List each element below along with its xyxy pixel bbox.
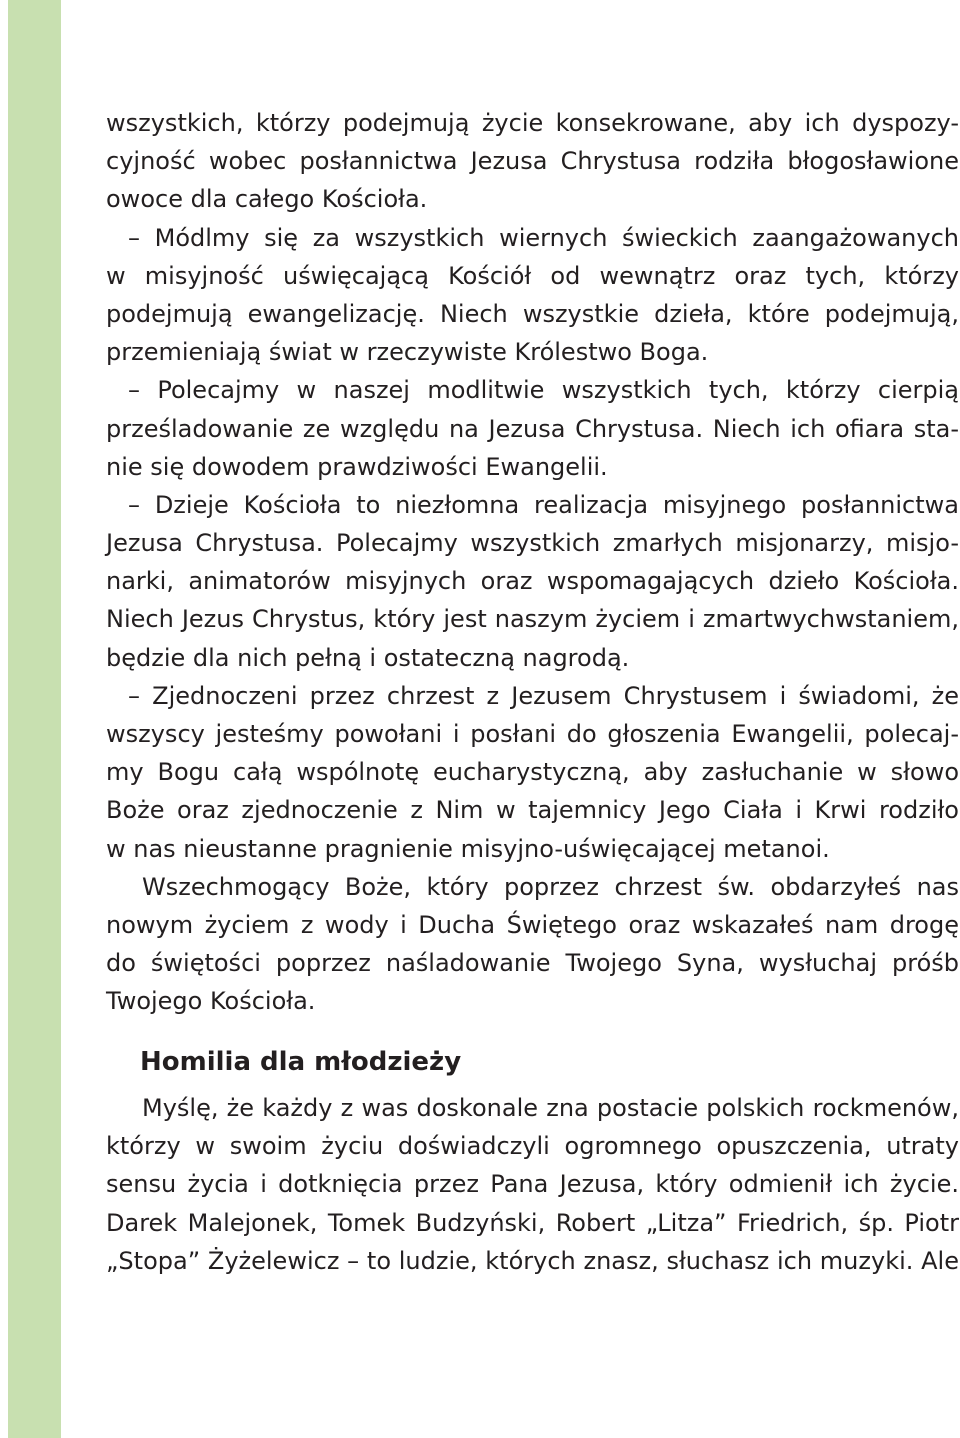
margin-color-bar [8, 0, 61, 1438]
text-line: – Dzieje Kościoła to niezłomna realizacja misyjnego posłannictwa [128, 490, 959, 519]
text-line: w nas nieustanne pragnienie misyjno-uświęcającej metanoi. [106, 834, 830, 863]
text-line: prześladowanie ze względu na Jezusa Chrystusa. Niech ich ofiara sta- [106, 414, 959, 443]
text-line: Jezusa Chrystusa. Polecajmy wszystkich zmarłych misjonarzy, misjo- [106, 529, 959, 558]
text-line: nie się dowodem prawdziwości Ewangelii. [106, 452, 608, 481]
text-line: – Polecajmy w naszej modlitwie wszystkich tych, którzy cierpią [128, 376, 959, 405]
text-line: wszystkich, którzy podejmują życie konsekrowane, aby ich dyspozy- [106, 109, 959, 137]
text-line: nowym życiem z wody i Ducha Świętego oraz wskazałeś nam drogę [106, 910, 959, 939]
text-line: wszyscy jesteśmy powołani i posłani do głoszenia Ewangelii, polecaj- [106, 720, 959, 748]
text-line: Darek Malejonek, Tomek Budzyński, Robert „Litza” Friedrich, śp. Piotr [106, 1208, 959, 1237]
text-line: przemieniają świat w rzeczywiste Królestwo Boga. [106, 338, 709, 367]
prayer-text [106, 104, 959, 1021]
text-line: Myślę, że każdy z was doskonale zna postacie polskich rockmenów, [142, 1094, 959, 1122]
text-line: – Zjednoczeni przez chrzest z Jezusem Chrystusem i świadomi, że [128, 681, 959, 710]
text-line: będzie dla nich pełną i ostateczną nagrodą. [106, 643, 630, 672]
text-line: cyjność wobec posłannictwa Jezusa Chrystusa rodziła błogosławione [106, 147, 959, 176]
text-line: narki, animatorów misyjnych oraz wspomagających dzieło Kościoła. [106, 567, 959, 596]
text-line: Niech Jezus Chrystus, który jest naszym życiem i zmartwychwstaniem, [106, 605, 959, 634]
text-line: owoce dla całego Kościoła. [106, 185, 428, 214]
text-line: do świętości poprzez naśladowanie Twojego Syna, wysłuchaj próśb [106, 949, 959, 978]
homily-text [106, 1089, 959, 1280]
section-heading: Homilia dla młodzieży [140, 1047, 462, 1077]
text-line: „Stopa” Żyżelewicz – to ludzie, których znasz, słuchasz ich muzyki. Ale [106, 1246, 959, 1275]
text-line: którzy w swoim życiu doświadczyli ogromnego opuszczenia, utraty [106, 1132, 959, 1161]
text-line: podejmują ewangelizację. Niech wszystkie dzieła, które podejmują, [106, 299, 959, 328]
text-line: – Módlmy się za wszystkich wiernych świeckich zaangażowanych [128, 223, 959, 252]
text-line: Wszechmogący Boże, który poprzez chrzest św. obdarzyłeś nas [142, 872, 959, 901]
text-line: Twojego Kościoła. [106, 987, 316, 1016]
text-line: my Bogu całą wspólnotę eucharystyczną, aby zasłuchanie w słowo [106, 758, 959, 787]
text-line: Boże oraz zjednoczenie z Nim w tajemnicy Jego Ciała i Krwi rodziło [106, 796, 959, 825]
text-line: w misyjność uświęcającą Kościół od wewnątrz oraz tych, którzy [106, 261, 959, 290]
text-line: sensu życia i dotknięcia przez Pana Jezusa, który odmienił ich życie. [106, 1170, 959, 1199]
